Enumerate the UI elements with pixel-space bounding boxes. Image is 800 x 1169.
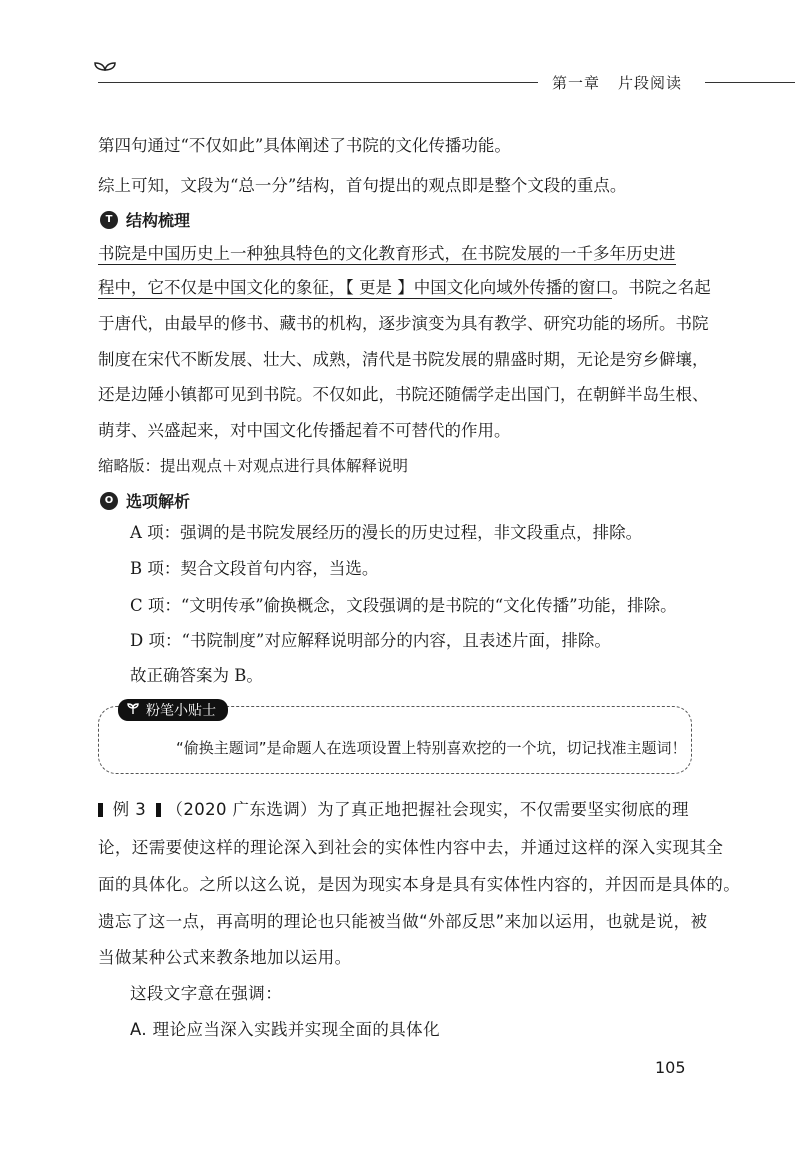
bracket-bar-icon <box>98 803 103 817</box>
option-analysis: A 项：强调的是书院发展经历的漫长的历史过程，非文段重点，排除。 <box>130 523 643 542</box>
paragraph-line <box>98 278 711 298</box>
structure-badge-icon: T <box>100 211 118 229</box>
example-label: 例 3 <box>112 800 147 819</box>
paragraph-line: 制度在宋代不断发展、壮大、成熟，清代是书院发展的鼎盛时期，无论是穷乡僻壤， <box>98 350 709 369</box>
options-heading <box>100 489 190 512</box>
paragraph-line <box>98 244 676 264</box>
tip-label: 粉笔小贴士 <box>146 703 216 719</box>
chapter-label: 第一章 <box>552 74 601 92</box>
header-rule <box>98 82 538 83</box>
text-line: 第四句通过“不仅如此”具体阐述了书院的文化传播功能。 <box>98 136 511 155</box>
option-analysis: D 项：“书院制度”对应解释说明部分的内容，且表述片面，排除。 <box>130 631 611 650</box>
text-line: 综上可知，文段为“总一分”结构，首句提出的观点即是整个文段的重点。 <box>98 176 627 195</box>
paragraph-line: 萌芽、兴盛起来，对中国文化传播起着不可替代的作用。 <box>98 421 511 440</box>
option-analysis: B 项：契合文段首句内容，当选。 <box>130 559 379 578</box>
option-analysis: C 项：“文明传承”偷换概念，文段强调的是书院的“文化传播”功能，排除。 <box>130 596 677 615</box>
structure-heading-label: 结构梳理 <box>126 211 191 230</box>
paragraph-line: 于唐代，由最早的修书、藏书的机构，逐步演变为具有教学、研究功能的场所。书院 <box>98 314 709 333</box>
tip-text: “偷换主题词”是命题人在选项设置上特别喜欢挖的一个坑，切记找准主题词！ <box>176 739 687 757</box>
chapter-header <box>552 72 700 93</box>
example-line <box>98 800 689 820</box>
tip-tag <box>118 699 228 721</box>
example-text: 为了真正地把握社会现实，不仅需要坚实彻底的理 <box>317 800 689 819</box>
bracket-bar-icon <box>156 803 161 817</box>
options-heading-label: 选项解析 <box>126 492 191 511</box>
example-line: 面的具体化。之所以这么说，是因为现实本身是具有实体性内容的，并因而是具体的。 <box>98 875 741 894</box>
text: 。书院之名起 <box>611 278 711 297</box>
underlined-text: 书院是中国历史上一种独具特色的文化教育形式，在书院发展的一千多年历史进 <box>98 244 676 263</box>
underlined-text: 程中，它不仅是中国文化的象征，【 更是 】中国文化向域外传播的窗口 <box>98 278 612 297</box>
section-label: 片段阅读 <box>618 74 683 92</box>
summary-line: 缩略版：提出观点＋对观点进行具体解释说明 <box>98 457 409 475</box>
example-line: 当做某种公式来教条地加以运用。 <box>98 948 352 967</box>
paragraph-line: 还是边陲小镇都可见到书院。不仅如此，书院还随儒学走出国门，在朝鲜半岛生根、 <box>98 385 709 404</box>
sprout-logo-icon <box>92 58 118 78</box>
example-line: 论，还需要使这样的理论深入到社会的实体性内容中去，并通过这样的深入实现其全 <box>98 838 724 857</box>
question-line: 这段文字意在强调： <box>130 984 283 1003</box>
page-number: 105 <box>655 1058 686 1077</box>
header-rule-right <box>705 82 795 83</box>
option-a: A. 理论应当深入实践并实现全面的具体化 <box>130 1020 440 1039</box>
options-badge-icon: O <box>100 492 118 510</box>
answer-line: 故正确答案为 B。 <box>130 666 263 685</box>
example-source: （2020 广东选调） <box>166 800 318 819</box>
sprout-icon <box>126 701 140 719</box>
structure-heading <box>100 208 190 231</box>
example-line: 遗忘了这一点，再高明的理论也只能被当做“外部反思”来加以运用，也就是说，被 <box>98 912 708 931</box>
